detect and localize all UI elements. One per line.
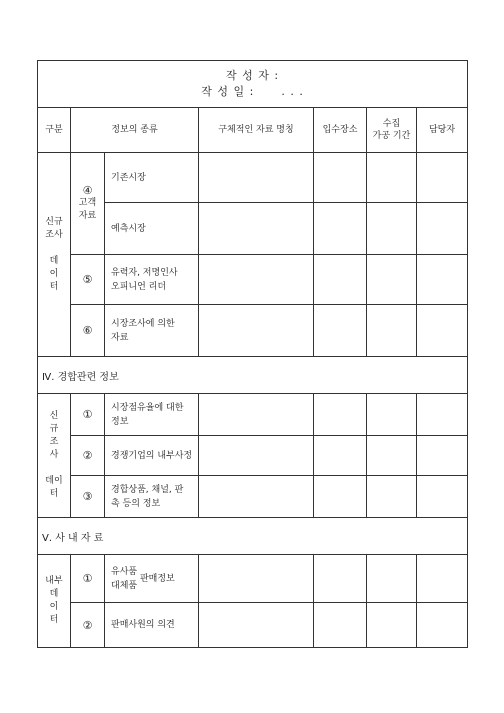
item6-num: ⑥ [71, 305, 105, 357]
cell-empty[interactable] [367, 305, 417, 357]
column-header-row [38, 108, 468, 153]
group2-item1-text: 시장점유율에 대한 정보 [105, 394, 199, 436]
author-label: 작 성 자 : [226, 69, 280, 82]
cell-empty[interactable] [367, 153, 417, 203]
table-row [38, 555, 468, 603]
group3-label: 내부 데 이 터 [38, 555, 71, 648]
table-row [38, 305, 468, 357]
info-collection-table [37, 60, 468, 648]
section5-title: Ⅴ. 사 내 자 료 [38, 518, 468, 555]
group3-item2-num: ② [71, 603, 105, 648]
group2-item3-text: 경합상품, 채널, 판 촉 등의 정보 [105, 476, 199, 518]
cell-empty[interactable] [367, 476, 417, 518]
item5-num: ⑤ [71, 255, 105, 305]
cell-empty[interactable] [199, 603, 314, 648]
group2-item2-num: ② [71, 436, 105, 476]
group1-label: 신규 조사 데 이 터 [38, 153, 71, 357]
cell-empty[interactable] [314, 255, 367, 305]
cell-empty[interactable] [367, 203, 417, 255]
cell-empty[interactable] [417, 255, 468, 305]
col-info-type: 정보의 종류 [71, 108, 199, 153]
table-row [38, 394, 468, 436]
cell-empty[interactable] [417, 603, 468, 648]
cell-empty[interactable] [199, 394, 314, 436]
section4-title: Ⅳ. 경합관련 정보 [38, 357, 468, 394]
cell-empty[interactable] [314, 476, 367, 518]
cell-empty[interactable] [314, 203, 367, 255]
cell-empty[interactable] [367, 436, 417, 476]
cell-empty[interactable] [417, 305, 468, 357]
cell-empty[interactable] [314, 436, 367, 476]
forecast-market-cell: 예측시장 [105, 203, 199, 255]
cell-empty[interactable] [367, 394, 417, 436]
cell-empty[interactable] [314, 555, 367, 603]
group3-item1-text: 유사품 대체품 판매정보 [105, 555, 199, 603]
cell-empty[interactable] [417, 555, 468, 603]
author-block [38, 61, 468, 108]
cell-empty[interactable] [314, 305, 367, 357]
cell-empty[interactable] [199, 203, 314, 255]
cell-empty[interactable] [199, 436, 314, 476]
group2-item1-num: ① [71, 394, 105, 436]
col-owner: 담당자 [417, 108, 468, 153]
cell-empty[interactable] [199, 255, 314, 305]
group3-item2-text: 판매사원의 의견 [105, 603, 199, 648]
col-source: 입수장소 [314, 108, 367, 153]
date-placeholder: . . . [281, 85, 304, 98]
col-category: 구분 [38, 108, 71, 153]
cell-empty[interactable] [199, 153, 314, 203]
table-row [38, 603, 468, 648]
col-collect-period: 수집 가공 기간 [367, 108, 417, 153]
group2-item2-text: 경쟁기업의 내부사정 [105, 436, 199, 476]
cell-empty[interactable] [367, 255, 417, 305]
group2-label: 신 규 조 사 데이 터 [38, 394, 71, 518]
cell-empty[interactable] [417, 203, 468, 255]
table-row [38, 436, 468, 476]
cell-empty[interactable] [417, 476, 468, 518]
cell-empty[interactable] [367, 603, 417, 648]
cell-empty[interactable] [314, 603, 367, 648]
date-label: 작 성 일 : [201, 85, 255, 98]
cell-empty[interactable] [199, 555, 314, 603]
table-row [38, 476, 468, 518]
document-frame [37, 60, 467, 652]
existing-market-cell: 기존시장 [105, 153, 199, 203]
cell-empty[interactable] [417, 436, 468, 476]
cell-empty[interactable] [314, 153, 367, 203]
item5-text: 유력자, 저명인사 오피니언 리더 [105, 255, 199, 305]
cell-empty[interactable] [199, 476, 314, 518]
cell-empty[interactable] [417, 394, 468, 436]
cell-empty[interactable] [314, 394, 367, 436]
table-row [38, 255, 468, 305]
customer-data-label: ④ 고객 자료 [71, 153, 105, 255]
table-row [38, 153, 468, 203]
cell-empty[interactable] [199, 305, 314, 357]
col-specific-name: 구체적인 자료 명칭 [199, 108, 314, 153]
cell-empty[interactable] [417, 153, 468, 203]
group3-item1-num: ① [71, 555, 105, 603]
cell-empty[interactable] [367, 555, 417, 603]
item6-text: 시장조사에 의한 자료 [105, 305, 199, 357]
group2-item3-num: ③ [71, 476, 105, 518]
